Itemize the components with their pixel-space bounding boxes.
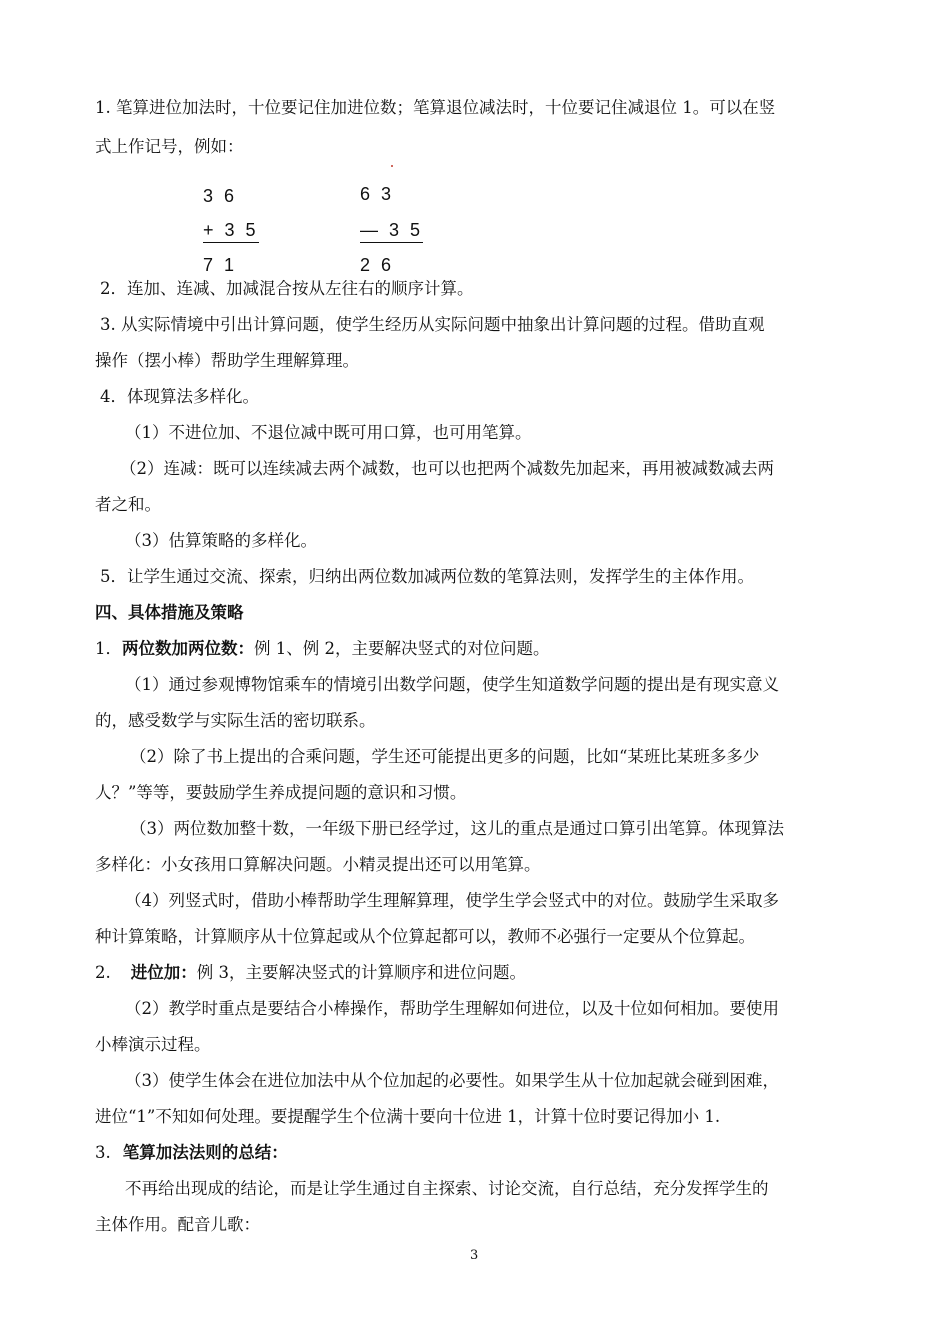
section-1-item-3-line-2: 多样化：小女孩用口算解决问题。小精灵提出还可以用笔算。 — [95, 855, 541, 874]
paragraph-2: 2．连加、连减、加减混合按从左往右的顺序计算。 — [100, 279, 474, 298]
paragraph-4-item-1: （1）不进位加、不退位减中既可用口算，也可用笔算。 — [125, 423, 532, 442]
calc-add-top: 3 6 — [203, 186, 238, 206]
section-1-item-3-line-1: （3）两位数加整十数，一年级下册已经学过，这儿的重点是通过口算引出笔算。体现算法 — [130, 819, 784, 838]
section-2-item-2-line-1: （2）教学时重点是要结合小棒操作，帮助学生理解如何进位，以及十位如何相加。要使用 — [125, 999, 779, 1018]
section-1-title: 两位数加两位数： — [122, 639, 254, 658]
section-1-heading — [95, 638, 550, 660]
calc-add-middle: + 3 5 — [203, 220, 259, 243]
section-1-item-2-line-2: 人？”等等，要鼓励学生养成提问题的意识和习惯。 — [95, 783, 467, 802]
section-1-desc: 例 1、例 2，主要解决竖式的对位问题。 — [254, 639, 550, 658]
section-3-heading — [95, 1142, 288, 1164]
section-2-heading — [95, 962, 526, 984]
section-2-desc: 例 3，主要解决竖式的计算顺序和进位问题。 — [196, 963, 526, 982]
calc-sub-result: 2 6 — [360, 255, 395, 275]
paragraph-4-item-3: （3）估算策略的多样化。 — [125, 531, 317, 550]
section-1-item-4-line-1: （4）列竖式时，借助小棒帮助学生理解算理，使学生学会竖式中的对位。鼓励学生采取多 — [125, 891, 779, 910]
carry-mark-dot — [391, 165, 393, 167]
section-1-item-4-line-2: 种计算策略，计算顺序从十位算起或从个位算起都可以，教师不必强行一定要从个位算起。 — [95, 927, 755, 946]
section-2-item-3-line-2: 进位“1”不知如何处理。要提醒学生个位满十要向十位进 1，计算十位时要记得加小 1. — [95, 1107, 721, 1126]
paragraph-1-line-2: 式上作记号，例如： — [95, 137, 244, 156]
calc-add-result: 7 1 — [203, 255, 238, 275]
paragraph-4: 4．体现算法多样化。 — [100, 387, 259, 406]
section-1-number: 1． — [95, 639, 122, 658]
page-number: 3 — [470, 1248, 479, 1263]
section-3-paragraph-line-2: 主体作用。配音儿歌： — [95, 1215, 260, 1234]
paragraph-3-line-2: 操作（摆小棒）帮助学生理解算理。 — [95, 351, 359, 370]
section-1-item-1-line-2: 的，感受数学与实际生活的密切联系。 — [95, 711, 376, 730]
paragraph-1-line-1: 1. 笔算进位加法时，十位要记住加进位数；笔算退位减法时，十位要记住减退位 1。可以在竖 — [95, 98, 776, 117]
section-2-item-2-line-2: 小棒演示过程。 — [95, 1035, 211, 1054]
paragraph-3-line-1: 3. 从实际情境中引出计算问题，使学生经历从实际问题中抽象出计算问题的过程。借助直观 — [100, 315, 765, 334]
section-2-number: 2. — [95, 963, 111, 982]
paragraph-4-item-2-line-1: （2）连减：既可以连续减去两个减数，也可以也把两个减数先加起来，再用被减数减去两 — [120, 459, 774, 478]
section-3-title: 笔算加法法则的总结： — [122, 1143, 288, 1162]
section-3-paragraph-line-1: 不再给出现成的结论，而是让学生通过自主探索、讨论交流，自行总结，充分发挥学生的 — [125, 1179, 769, 1198]
section-2-item-3-line-1: （3）使学生体会在进位加法中从个位加起的必要性。如果学生从十位加起就会碰到困难， — [125, 1071, 779, 1090]
calc-sub-top: 6 3 — [360, 184, 395, 204]
section-1-item-1-line-1: （1）通过参观博物馆乘车的情境引出数学问题，使学生知道数学问题的提出是有现实意义 — [125, 675, 779, 694]
paragraph-4-item-2-line-2: 者之和。 — [95, 495, 161, 514]
section-1-item-2-line-1: （2）除了书上提出的合乘问题，学生还可能提出更多的问题，比如“某班比某班多多少 — [130, 747, 760, 766]
section-heading: 四、具体措施及策略 — [95, 603, 244, 622]
paragraph-5: 5．让学生通过交流、探索，归纳出两位数加减两位数的笔算法则，发挥学生的主体作用。 — [100, 567, 754, 586]
section-2-title: 进位加： — [130, 963, 197, 982]
section-3-number: 3. — [95, 1143, 111, 1162]
calc-sub-middle: — 3 5 — [360, 220, 423, 243]
